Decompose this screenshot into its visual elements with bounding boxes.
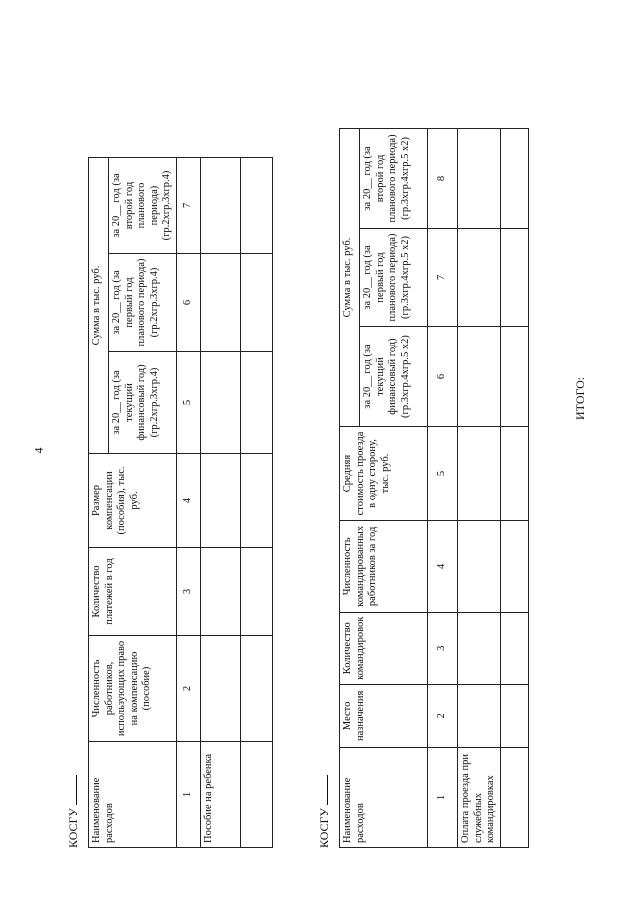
header-row-top [89,158,109,848]
cell-payments[interactable] [200,548,240,636]
column-number: 5 [176,352,200,454]
cell-current-year[interactable] [458,327,501,427]
column-number: 7 [176,158,200,254]
cell-second-plan-year[interactable] [458,129,501,229]
kosgu-label: КОСГУ [66,808,80,848]
table-row-empty [500,129,528,848]
header-compensation-size: Размер компенсации (пособия), тыс. руб. [89,454,177,548]
column-number: 2 [176,636,200,742]
cell-second-plan-year[interactable] [200,158,240,254]
header-sum-group: Сумма в тыс. руб. [89,158,109,454]
cell-first-plan-year[interactable] [200,254,240,352]
column-number: 2 [428,684,458,747]
cell-compensation[interactable] [200,454,240,548]
column-number: 3 [428,612,458,684]
cell-employees[interactable] [458,521,501,613]
column-number: 4 [176,454,200,548]
header-employees-count: Численность работников, использующих право на компенсацию (пособие) [89,636,177,742]
header-destination: Место назначения [340,684,428,747]
cell-current-year[interactable] [200,352,240,454]
kosgu-line-2 [313,775,339,848]
header-traveling-employees: Численность командированных работников за год [340,521,428,613]
kosgu-label: КОСГУ [317,808,331,848]
header-row-top [340,129,360,848]
header-second-plan-year: за 20__ год (за второй год планового периода) (гр.2хгр.3хгр.4) [109,158,177,254]
header-first-plan-year: за 20__ год (за первый год планового периода) (гр.3хгр.4хгр.5 х2) [360,228,428,326]
column-number: 3 [176,548,200,636]
column-number-row [176,158,200,848]
business-travel-table [339,128,529,848]
header-first-plan-year: за 20__ год (за первый год планового периода) (гр.2хгр.3хгр.4) [109,254,177,352]
cell-employees[interactable] [200,636,240,742]
child-benefit-table [88,157,273,848]
column-number: 1 [428,747,458,847]
header-sum-group: Сумма в тыс. руб. [340,129,360,427]
column-number: 7 [428,228,458,326]
header-trips-count: Количество командировок [340,612,428,684]
header-expense-name: Наименование расходов [89,742,177,848]
column-number: 8 [428,129,458,229]
section-child-benefit [62,128,294,848]
page-number: 4 [31,447,46,454]
cell-destination[interactable] [458,684,501,747]
column-number: 4 [428,521,458,613]
column-number: 1 [176,742,200,848]
total-label: ИТОГО: [573,376,587,420]
header-current-year: за 20__ год (за текущий финансовый год) (гр.3хгр.4хгр.5 х2) [360,327,428,427]
header-payments-per-year: Количество платежей в год [89,548,177,636]
cell-trips[interactable] [458,612,501,684]
column-number: 6 [428,327,458,427]
kosgu-blank [314,775,328,805]
table-row [458,129,501,848]
row-expense-name: Пособие на ребенка [200,742,240,848]
cell-first-plan-year[interactable] [458,228,501,326]
table-row-empty [240,158,272,848]
table-row [200,158,240,848]
column-number: 5 [428,426,458,520]
column-number-row [428,129,458,848]
section-business-travel [313,128,603,848]
kosgu-blank [63,775,77,805]
column-number: 6 [176,254,200,352]
header-expense-name: Наименование расходов [340,747,428,847]
row-expense-name: Оплата проезда при служебных командировках [458,747,501,847]
kosgu-line-1 [62,775,88,848]
header-current-year: за 20__ год (за текущий финансовый год) (гр.2хгр.3хгр.4) [109,352,177,454]
header-average-fare: Средняя стоимость проезда в одну сторону, тыс. руб. [340,426,428,520]
cell-average-fare[interactable] [458,426,501,520]
header-second-plan-year: за 20__ год (за второй год планового периода) (гр.3хгр.4хгр.5 х2) [360,129,428,229]
